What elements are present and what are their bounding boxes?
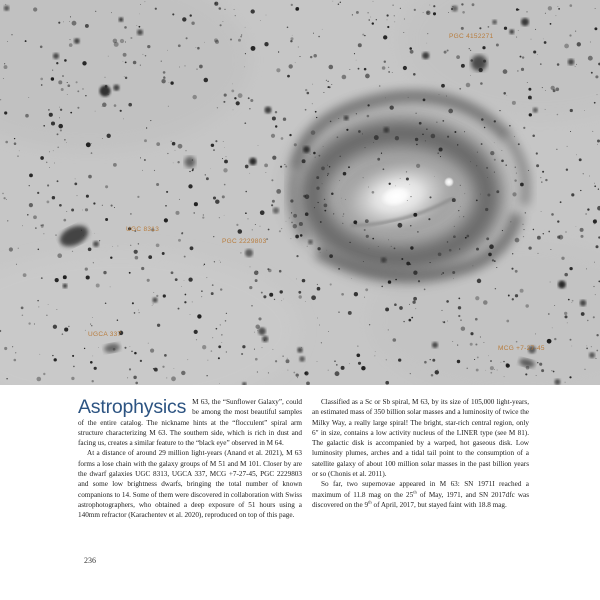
left-column	[78, 397, 302, 521]
paragraph: Classified as a Sc or Sb spiral, M 63, by its size of 105,000 light-years, an estimated mass of 350 billion solar masses and a luminosity of twice the Milky Way, a really large spiral! The bright, star-rich central region, only 6″ in size, contains a low activity nucleus of the LINER type (see M 81). The galactic disk is accompanied by a warped, hot gaseous disk. Low luminosity plumes, arches and a tidal tail point to the consumption of a satellite galaxy of about 100 million solar masses in the past billion years or so (Chonis et al. 2011).	[312, 398, 529, 479]
paragraph: At a distance of around 29 million light-years (Anand et al. 2021), M 63 forms a lose chain with the galaxy groups of M 51 and M 101. Closer by are the dwarf galaxies UGC 8313, UGCA 337, MCG +7-27-45, PGC 2229803 and some low brightness dwarfs, bringing the total number of known companions to 14. Some of them were discovered in collaboration with Swiss astrophotographers, who obtained a deep exposure of 51 hours using a 140mm refractor (Karachentev et al. 2020), reproduced on top of this page.	[78, 449, 302, 520]
paragraph: So far, two supernovae appeared in M 63: SN 1971I reached a maximum of 11.8 mag on the 25th of May, 1971, and SN 2017dfc was discovered on the 9th of April, 2017, but stayed faint with 18.8 mag.	[312, 480, 529, 509]
right-column	[312, 397, 529, 521]
galaxy-label: PGC 4152271	[449, 33, 494, 40]
galaxy-label: MCG +7-27-45	[498, 345, 545, 352]
paragraph: M 63, the “Sunflower Galaxy”, could be among the most beautiful samples of the entire catalog. The nickname hints at the “flocculent” spiral arm structure characterizing M 63. The southern side, which is rich in dust and facing us, creates a similar feature to the “black eye” observed in M 64.	[78, 398, 302, 448]
section-heading: Astrophysics	[78, 396, 187, 418]
m63-galaxy	[268, 82, 538, 298]
article	[78, 397, 529, 521]
galaxy-label: PGC 2229803	[222, 238, 267, 245]
galaxy-label: UGC 8313	[126, 226, 160, 233]
page-number: 236	[84, 556, 96, 565]
galaxy-label: UGCA 337	[88, 331, 122, 338]
